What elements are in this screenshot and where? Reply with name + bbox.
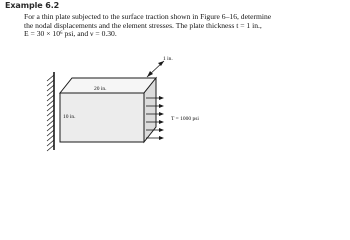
example-heading: Example 6.2	[5, 1, 60, 10]
problem-line-3: E = 30 × 10⁶ psi, and ν = 0.30.	[24, 29, 117, 39]
thickness-label: 1 in.	[163, 56, 173, 62]
thickness-dimension	[147, 61, 164, 77]
plate	[60, 78, 156, 142]
traction-label: T = 1000 psi	[171, 116, 199, 122]
problem-line-2: the nodal displacements and the element stresses. The plate thickness t = 1 in.,	[24, 20, 262, 30]
problem-line-1: For a thin plate subjected to the surface traction shown in Figure 6–16, determine	[24, 12, 272, 21]
height-label: 10 in.	[63, 114, 76, 120]
fixed-wall	[47, 72, 54, 151]
width-label: 20 in.	[94, 86, 107, 92]
